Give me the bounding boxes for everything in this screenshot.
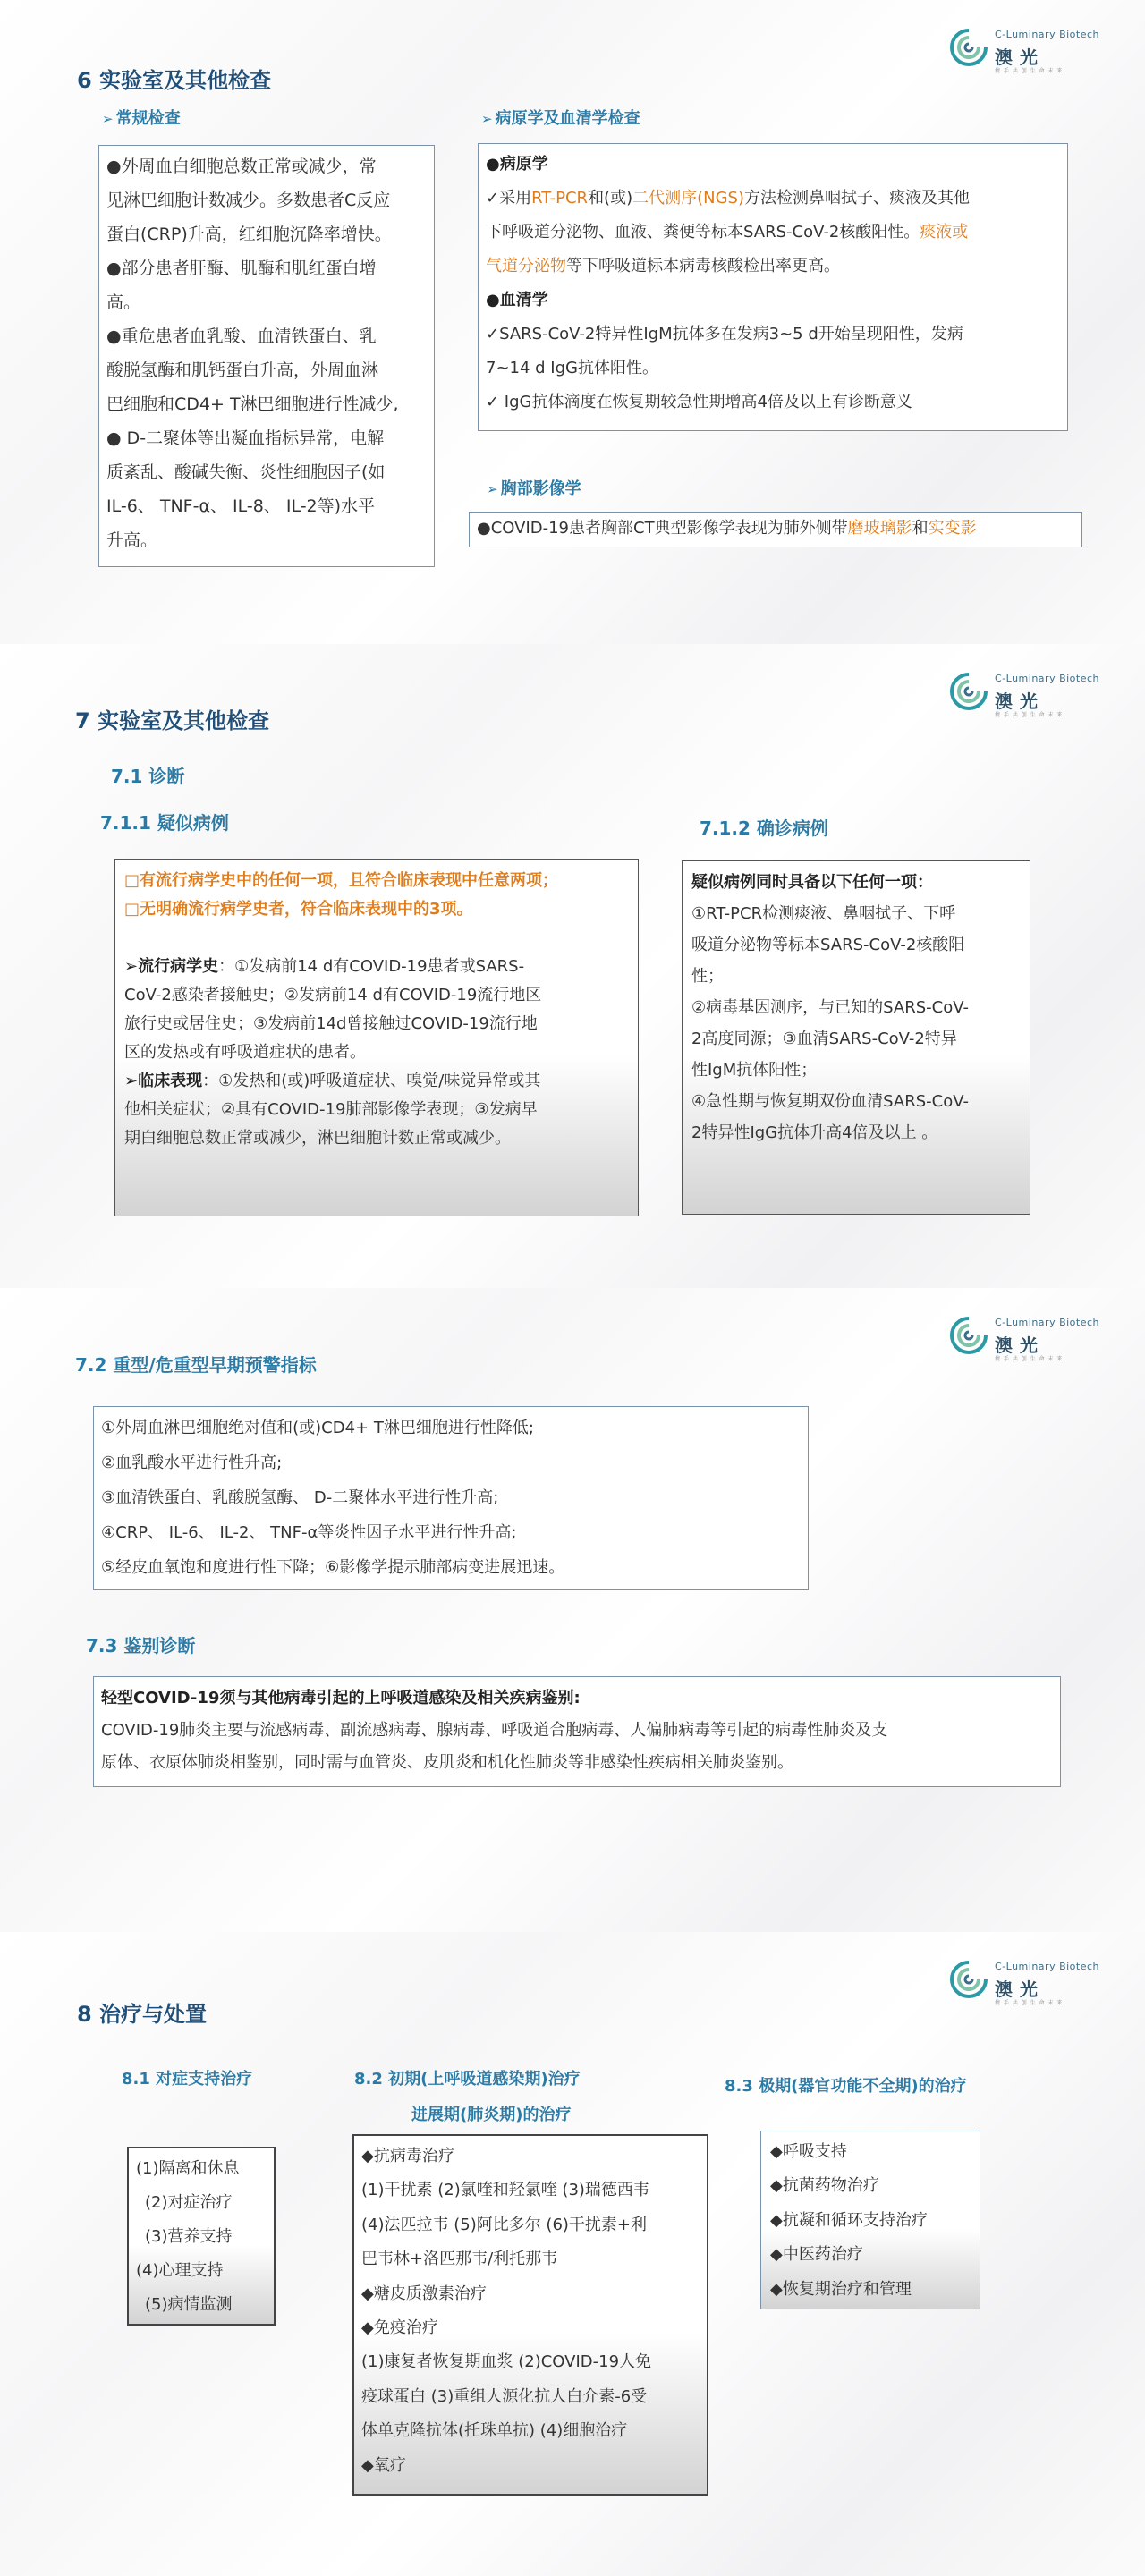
warning-line: ⑤经皮血氧饱和度进行性下降；⑥影像学提示肺部病变进展迅速。	[101, 1558, 565, 1577]
confirmed-line: 性；	[691, 967, 724, 986]
treatment-item: (1)康复者恢复期血浆 (2)COVID-19人免	[361, 2352, 652, 2372]
pathogen-subheading: ●病原学	[486, 155, 548, 174]
logo-chinese-name: 澳光	[995, 1979, 1045, 2000]
logo-swirl-icon	[948, 1315, 989, 1356]
pathogen-line-3	[486, 250, 1060, 284]
logo-swirl-icon	[948, 1959, 989, 2000]
slide-treatment	[0, 1932, 1145, 2576]
treatment-item: ◆抗菌药物治疗	[770, 2176, 879, 2196]
differential-heading: 轻型COVID-19须与其他病毒引起的上呼吸道感染及相关疾病鉴别:	[101, 1689, 581, 1707]
confirmed-heading: 疑似病例同时具备以下任何一项：	[691, 873, 933, 892]
slide-lab-exams	[0, 0, 1145, 644]
symptomatic-support-box	[127, 2147, 276, 2326]
epi-history-line: 旅行史或居住史；③发病前14d曾接触过COVID-19流行地	[124, 1014, 538, 1033]
section-7-1-1-heading: 7.1.1 疑似病例	[100, 812, 229, 834]
warning-indicator-box	[93, 1406, 809, 1590]
treatment-item: ◆氧疗	[361, 2455, 406, 2475]
airway-secretion-highlight: 气道分泌物	[486, 257, 566, 275]
treatment-item: ◆中医药治疗	[770, 2245, 863, 2265]
routine-line: ● D-二聚体等出凝血指标异常，电解	[106, 428, 385, 448]
company-logo	[948, 667, 1109, 719]
critical-phase-treatment-box	[760, 2131, 980, 2309]
text-run: 和(或)	[588, 189, 633, 208]
rt-pcr-highlight: RT-PCR	[531, 189, 589, 208]
treatment-item: 体单克隆抗体(托珠单抗) (4)细胞治疗	[361, 2421, 628, 2441]
treatment-item: ◆抗病毒治疗	[361, 2147, 454, 2165]
routine-line: 酸脱氢酶和肌钙蛋白升高，外周血淋	[106, 360, 379, 380]
section-7-3-heading: 7.3 鉴别诊断	[86, 1635, 196, 1657]
routine-line: 巴细胞和CD4+ T淋巴细胞进行性减少,	[106, 394, 399, 414]
logo-english-name: C-Luminary Biotech	[995, 1317, 1100, 1328]
clinical-line: 期白细胞总数正常或减少，淋巴细胞计数正常或减少。	[124, 1129, 511, 1148]
logo-tagline: 携 手 共 创 生 命 未 来	[995, 1356, 1064, 1362]
treatment-item: ◆免疫治疗	[361, 2318, 438, 2338]
consolidation-highlight: 实变影	[928, 519, 977, 538]
differential-diagnosis-box	[93, 1676, 1061, 1787]
chest-imaging-box	[469, 512, 1082, 547]
criterion-2: □无明确流行病学史者，符合临床表现中的3项。	[124, 900, 473, 919]
text-run: ：①发热和(或)呼吸道症状、嗅觉/味觉异常或其	[202, 1072, 541, 1090]
slide-warning-differential	[0, 1288, 1145, 1932]
logo-tagline: 携 手 共 创 生 命 未 来	[995, 712, 1064, 718]
pathogen-serology-heading: ➢ 病原学及血清学检查	[481, 106, 640, 129]
logo-tagline: 携 手 共 创 生 命 未 来	[995, 2000, 1064, 2006]
clinical-line-1	[124, 1067, 629, 1096]
criterion-1: □有流行病学史中的任何一项，且符合临床表现中任意两项；	[124, 871, 559, 890]
logo-swirl-icon	[948, 671, 989, 712]
logo-english-name: C-Luminary Biotech	[995, 673, 1100, 684]
section-7-2-heading: 7.2 重型/危重型早期预警指标	[75, 1354, 317, 1376]
ground-glass-highlight: 磨玻璃影	[847, 519, 912, 538]
epi-history-label: ➢流行病学史	[124, 957, 219, 976]
routine-line: IL-6、 TNF-α、 IL-8、 IL-2等)水平	[106, 496, 376, 516]
slide-diagnosis	[0, 644, 1145, 1288]
treatment-item: (5)病情监测	[145, 2295, 233, 2314]
routine-line: 高。	[106, 292, 141, 312]
suspected-case-box	[114, 859, 639, 1216]
treatment-item: (4)心理支持	[136, 2261, 224, 2280]
logo-english-name: C-Luminary Biotech	[995, 29, 1100, 40]
sputum-highlight: 痰液或	[920, 223, 969, 242]
warning-line: ④CRP、 IL-6、 IL-2、 TNF-α等炎性因子水平进行性升高;	[101, 1523, 517, 1542]
chest-imaging-heading: ➢ 胸部影像学	[487, 476, 581, 499]
treatment-item: ◆恢复期治疗和管理	[770, 2279, 912, 2299]
serology-subheading: ●血清学	[486, 291, 548, 309]
company-logo	[948, 23, 1109, 75]
warning-line: ①外周血淋巴细胞绝对值和(或)CD4+ T淋巴细胞进行性降低;	[101, 1419, 534, 1437]
text-run: ✓采用	[486, 189, 532, 208]
section-8-2-heading: 8.2 初期(上呼吸道感染期)治疗	[354, 2070, 581, 2089]
routine-exam-box	[98, 145, 435, 567]
section-8-2-heading-line2: 进展期(肺炎期)的治疗	[411, 2106, 572, 2124]
routine-line: 见淋巴细胞计数减少。多数患者C反应	[106, 191, 391, 210]
section-8-1-heading: 8.1 对症支持治疗	[122, 2070, 253, 2089]
pathogen-line-1	[486, 182, 1060, 216]
routine-line: 质紊乱、酸碱失衡、炎性细胞因子(如	[106, 462, 386, 482]
text-run: ●COVID-19患者胸部CT典型影像学表现为肺外侧带	[477, 519, 848, 538]
treatment-item: (1)干扰素 (2)氯喹和羟氯喹 (3)瑞德西韦	[361, 2181, 649, 2200]
section-8-3-heading: 8.3 极期(器官功能不全期)的治疗	[725, 2077, 967, 2096]
routine-line: 升高。	[106, 530, 158, 550]
treatment-item: ◆呼吸支持	[770, 2142, 847, 2161]
treatment-item: (3)营养支持	[145, 2227, 233, 2246]
company-logo	[948, 1311, 1109, 1363]
routine-line: ●外周血白细胞总数正常或减少，常	[106, 157, 377, 176]
epi-history-line: 区的发热或有呼吸道症状的患者。	[124, 1043, 366, 1062]
clinical-label: ➢临床表现	[124, 1072, 203, 1090]
treatment-item: ◆抗凝和循环支持治疗	[770, 2210, 928, 2230]
routine-exam-heading: ➢ 常规检查	[102, 106, 181, 129]
differential-line: 原体、衣原体肺炎相鉴别，同时需与血管炎、皮肌炎和机化性肺炎等非感染性疾病相关肺炎鉴别。	[101, 1753, 793, 1772]
text-run: 方法检测鼻咽拭子、痰液及其他	[744, 189, 970, 208]
section-7-1-heading: 7.1 诊断	[111, 766, 185, 787]
section-7-title: 7 实验室及其他检查	[75, 708, 270, 733]
logo-chinese-name: 澳光	[995, 47, 1045, 68]
pathogen-line-2	[486, 216, 1060, 250]
routine-line: ●部分患者肝酶、肌酶和肌红蛋白增	[106, 258, 377, 278]
confirmed-line: 2特异性IgG抗体升高4倍及以上 。	[691, 1123, 938, 1142]
clinical-line: 他相关症状；②具有COVID-19肺部影像学表现；③发病早	[124, 1100, 538, 1119]
spacer	[124, 924, 629, 953]
logo-english-name: C-Luminary Biotech	[995, 1961, 1100, 1972]
logo-chinese-name: 澳光	[995, 691, 1045, 712]
confirmed-line: 性IgM抗体阳性；	[691, 1061, 818, 1080]
logo-chinese-name: 澳光	[995, 1335, 1045, 1356]
text-run: 等下呼吸道标本病毒核酸检出率更高。	[566, 257, 840, 275]
treatment-item: (4)法匹拉韦 (5)阿比多尔 (6)干扰素+利	[361, 2215, 648, 2234]
ngs-highlight: 二代测序(NGS)	[632, 189, 744, 208]
treatment-item: ◆糖皮质激素治疗	[361, 2284, 487, 2303]
differential-line: COVID-19肺炎主要与流感病毒、副流感病毒、腺病毒、呼吸道合胞病毒、人偏肺病毒等引起的病毒性肺炎及支	[101, 1721, 888, 1740]
text-run: 下呼吸道分泌物、血液、粪便等标本SARS-CoV-2核酸阳性。	[486, 223, 920, 242]
treatment-item: (1)隔离和休息	[136, 2159, 240, 2178]
epi-history-line: CoV-2感染者接触史；②发病前14 d有COVID-19流行地区	[124, 986, 542, 1004]
text-run: ：①发病前14 d有COVID-19患者或SARS-	[218, 957, 525, 976]
serology-line: ✓ IgG抗体滴度在恢复期较急性期增高4倍及以上有诊断意义	[486, 393, 912, 411]
section-7-1-2-heading: 7.1.2 确诊病例	[700, 818, 828, 839]
section-8-title: 8 治疗与处置	[77, 2002, 208, 2027]
confirmed-case-box	[682, 860, 1030, 1215]
treatment-item: 巴韦林+洛匹那韦/利托那韦	[361, 2250, 558, 2269]
confirmed-line: 吸道分泌物等标本SARS-CoV-2核酸阳	[691, 936, 965, 954]
pathogen-serology-box	[478, 143, 1068, 431]
company-logo	[948, 1955, 1109, 2007]
text-run: 和	[912, 519, 929, 538]
confirmed-line: ①RT-PCR检测痰液、鼻咽拭子、下呼	[691, 904, 956, 923]
warning-line: ③血清铁蛋白、乳酸脱氢酶、 D-二聚体水平进行性升高;	[101, 1488, 499, 1507]
confirmed-line: ④急性期与恢复期双份血清SARS-CoV-	[691, 1092, 969, 1111]
confirmed-line: 2高度同源；③血清SARS-CoV-2特异	[691, 1030, 957, 1048]
treatment-item: 疫球蛋白 (3)重组人源化抗人白介素-6受	[361, 2386, 648, 2406]
epi-history-line-1	[124, 953, 629, 981]
routine-line: 蛋白(CRP)升高，红细胞沉降率增快。	[106, 225, 392, 244]
serology-line: 7~14 d IgG抗体阳性。	[486, 359, 658, 377]
early-progressive-treatment-box	[352, 2134, 708, 2496]
routine-line: ●重危患者血乳酸、血清铁蛋白、乳	[106, 326, 377, 346]
confirmed-line: ②病毒基因测序，与已知的SARS-CoV-	[691, 998, 969, 1017]
treatment-item: (2)对症治疗	[145, 2193, 233, 2212]
chest-imaging-line	[477, 515, 1074, 542]
section-6-title: 6 实验室及其他检查	[77, 68, 272, 93]
serology-line: ✓SARS-CoV-2特异性IgM抗体多在发病3~5 d开始呈现阳性，发病	[486, 325, 963, 343]
warning-line: ②血乳酸水平进行性升高;	[101, 1453, 283, 1472]
logo-tagline: 携 手 共 创 生 命 未 来	[995, 68, 1064, 74]
logo-swirl-icon	[948, 27, 989, 68]
